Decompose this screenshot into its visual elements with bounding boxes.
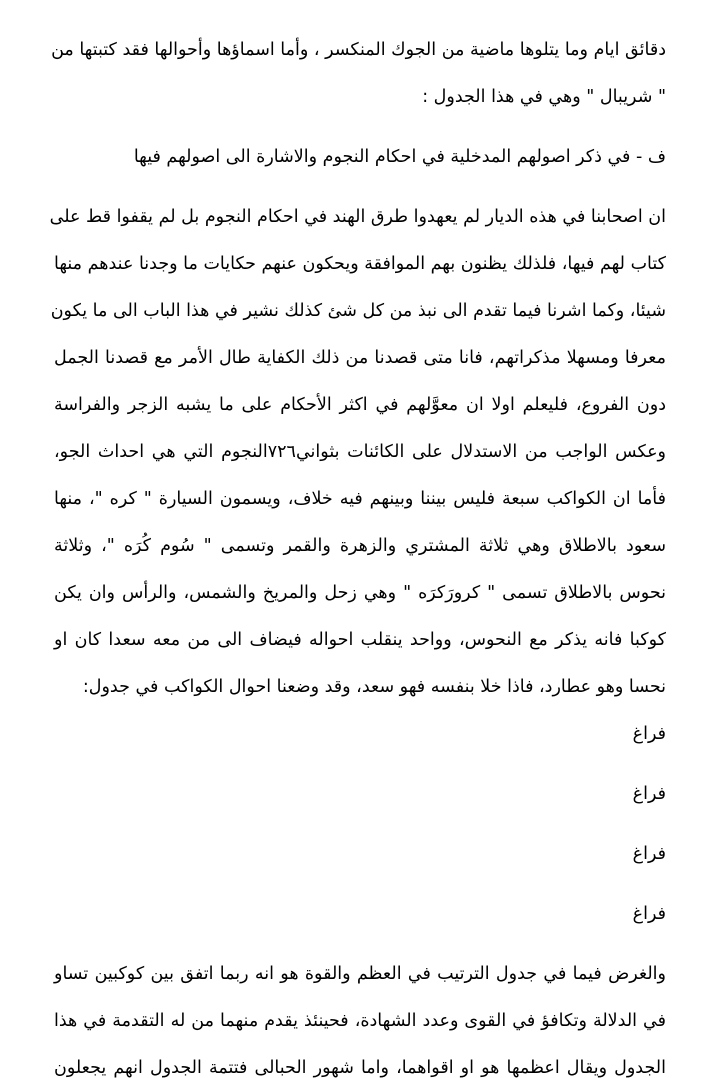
text-line: ان اصحابنا في هذه الديار لم يعهدوا طرق الهند في احكام النجوم بل لم يقفوا قط على (49, 207, 666, 227)
text-line: شيئا، وكما اشرنا فيما تقدم الى نبذ من كل شئ كذلك نشير في هذا الباب الى ما يكون (50, 301, 666, 321)
paragraph-main (49, 207, 667, 697)
text-line: دون الفروع، فليعلم اولا ان معوَّلهم في اكثر الأحكام على ما يشبه الزجر والفراسة (54, 395, 666, 415)
text-line: نحسا وهو عطارد، فاذا خلا بنفسه فهو سعد، وقد وضعنا احوال الكواكب في جدول: (82, 677, 666, 697)
text-line: سعود بالاطلاق وهي ثلاثة المشتري والزهرة والقمر وتسمى " سُوم كُرَه "، وثلاثة (54, 536, 666, 556)
empty-label: فراغ (632, 784, 666, 804)
empty-label: فراغ (632, 844, 666, 864)
text-line: كوكبا فانه يذكر مع النحوس، وواحد ينقلب احواله فيضاف الى من معه سعدا كان او (54, 630, 666, 650)
text-line: دقائق ايام وما يتلوها ماضية من الجوك المنكسر ، وأما اسماؤها وأحوالها فقد كتبتها من (51, 40, 666, 60)
empty-table-placeholders (54, 724, 666, 924)
empty-label: فراغ (632, 904, 666, 924)
text-line: الجدول ويقال اعظمها هو او اقواهما، واما شهور الحبالى فتتمة الجدول انهم يجعلون (54, 1058, 666, 1078)
text-line: والغرض فيما في جدول الترتيب في العظم والقوة هو انه ربما اتفق بين كوكبين تساو (54, 964, 666, 984)
paragraph-intro (51, 40, 666, 107)
text-line: في الدلالة وتكافؤ في القوى وعدد الشهادة، فحينئذ يقدم منهما من له التقدمة في هذا (54, 1011, 666, 1031)
empty-label: فراغ (632, 724, 666, 744)
text-line: وعكس الواجب من الاستدلال على الكائنات بثواني٧٢٦النجوم التي هي احداث الجو، (54, 442, 667, 462)
text-line: معرفا ومسهلا مذكراتهم، فانا متى قصدنا من ذلك الكفاية طال الأمر مع قصدنا الجمل (54, 348, 666, 368)
text-line: كتاب لهم فيها، فلذلك يظنون بهم الموافقة ويحكون عنهم حكايات ما وجدنا عندهم منها (54, 254, 666, 274)
section-heading: ف - في ذكر اصولهم المدخلية في احكام النجوم والاشارة الى اصولهم فيها (133, 147, 666, 167)
text-line: " شريبال " وهي في هذا الجدول : (422, 87, 666, 107)
paragraph-closing (54, 964, 666, 1078)
text-line: فأما ان الكواكب سبعة فليس بيننا وبينهم فيه خلاف، ويسمون السيارة " كره "، منها (54, 489, 666, 509)
text-line: نحوس بالاطلاق تسمى " كرورَكرَه " وهي زحل والمريخ والشمس، والرأس وان يكن (54, 583, 666, 603)
